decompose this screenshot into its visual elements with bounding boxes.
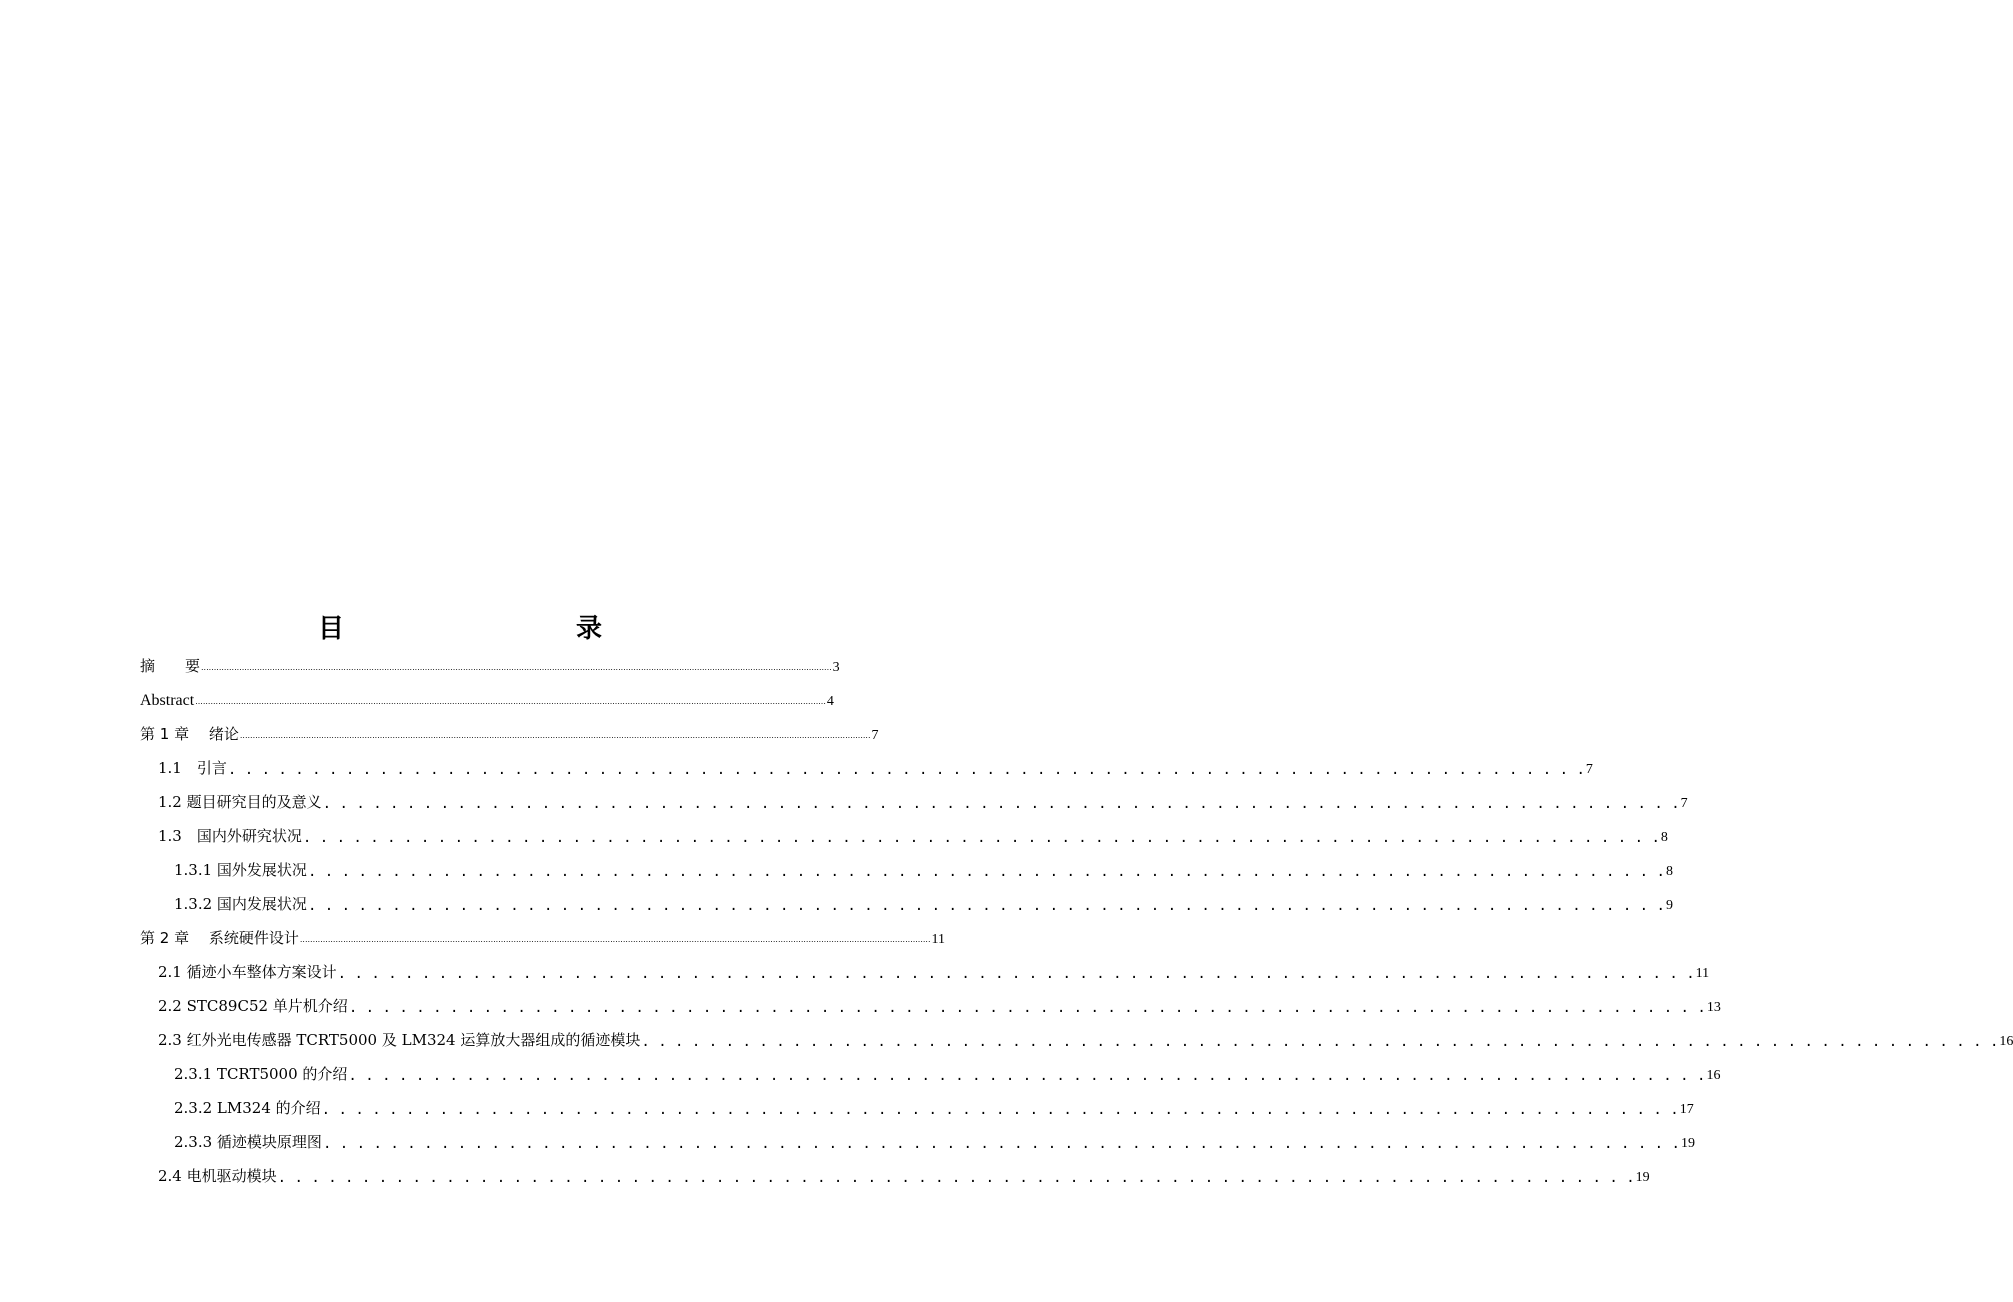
toc-entry-abstract-en[interactable] — [140, 686, 834, 710]
dot-leader: . . . . . . . . . . . . . . . . . . . . . . . . . . . . . . . . . . . . . . . . . . . . . . . . . . . . . . . . . . . . . . . . . . . . . . . . . . . . . . . . . — [337, 966, 1695, 982]
toc-entry-abstract-cn[interactable] — [140, 652, 840, 676]
toc-entry-1-3-2[interactable] — [174, 890, 1673, 914]
dot-leader: . . . . . . . . . . . . . . . . . . . . . . . . . . . . . . . . . . . . . . . . . . . . . . . . . . . . . . . . . . . . . . . . . . . . . . . . . . . . . . . . . — [641, 1034, 1999, 1050]
toc-page-number: 19 — [1635, 1170, 1650, 1185]
toc-page-number: 16 — [1999, 1034, 2013, 1049]
toc-entry-label: 1.3.2 国内发展状况 — [174, 895, 307, 913]
toc-entry-label: 2.1 循迹小车整体方案设计 — [158, 963, 337, 981]
toc-page-number: 8 — [1665, 864, 1673, 879]
toc-entry-1-3[interactable] — [158, 822, 1668, 846]
dot-leader: ........................................................................................................................................................................................................................................................ — [195, 697, 826, 706]
toc-page-number: 3 — [832, 660, 840, 675]
toc-entry-2-2[interactable] — [158, 992, 1721, 1016]
toc-page-number: 11 — [1695, 966, 1710, 981]
dot-leader: . . . . . . . . . . . . . . . . . . . . . . . . . . . . . . . . . . . . . . . . . . . . . . . . . . . . . . . . . . . . . . . . . . . . . . . . . . . . . . . . . — [322, 796, 1680, 812]
dot-leader: . . . . . . . . . . . . . . . . . . . . . . . . . . . . . . . . . . . . . . . . . . . . . . . . . . . . . . . . . . . . . . . . . . . . . . . . . . . . . . . . . — [348, 1068, 1706, 1084]
toc-title: 目 录 — [317, 614, 662, 644]
toc-entry-1-2[interactable] — [158, 788, 1688, 812]
toc-entry-1-3-1[interactable] — [174, 856, 1673, 880]
toc-entry-label: 2.4 电机驱动模块 — [158, 1167, 277, 1185]
toc-entry-label: Abstract — [140, 692, 195, 709]
toc-page-number: 11 — [931, 932, 945, 947]
toc-entry-2-4[interactable] — [158, 1162, 1650, 1186]
toc-entry-label: 2.3 红外光电传感器 TCRT5000 及 LM324 运算放大器组成的循迹模块 — [158, 1031, 641, 1049]
toc-page-number: 7 — [1585, 762, 1593, 777]
dot-leader: . . . . . . . . . . . . . . . . . . . . . . . . . . . . . . . . . . . . . . . . . . . . . . . . . . . . . . . . . . . . . . . . . . . . . . . . . . . . . . . . . — [307, 898, 1665, 914]
toc-page-number: 16 — [1706, 1068, 1721, 1083]
toc-entry-label: 2.3.1 TCRT5000 的介绍 — [174, 1065, 348, 1083]
toc-entry-label: 1.3 国内外研究状况 — [158, 827, 302, 845]
toc-entry-2-1[interactable] — [158, 958, 1710, 982]
dot-leader: . . . . . . . . . . . . . . . . . . . . . . . . . . . . . . . . . . . . . . . . . . . . . . . . . . . . . . . . . . . . . . . . . . . . . . . . . . . . . . . . . — [322, 1136, 1680, 1152]
toc-entry-chapter-1[interactable] — [140, 720, 879, 744]
dot-leader: . . . . . . . . . . . . . . . . . . . . . . . . . . . . . . . . . . . . . . . . . . . . . . . . . . . . . . . . . . . . . . . . . . . . . . . . . . . . . . . . . — [302, 830, 1660, 846]
toc-page-number: 13 — [1706, 1000, 1721, 1015]
toc-page-number: 17 — [1679, 1102, 1694, 1117]
toc-entry-label: 1.2 题目研究目的及意义 — [158, 793, 322, 811]
toc-entry-2-3-1[interactable] — [174, 1060, 1721, 1084]
dot-leader: . . . . . . . . . . . . . . . . . . . . . . . . . . . . . . . . . . . . . . . . . . . . . . . . . . . . . . . . . . . . . . . . . . . . . . . . . . . . . . . . . — [307, 864, 1665, 880]
dot-leader: ........................................................................................................................................................................................................................................................ — [201, 663, 832, 672]
toc-entry-label: 摘 要 — [140, 657, 201, 675]
toc-page-number: 4 — [826, 694, 834, 709]
toc-entry-2-3-3[interactable] — [174, 1128, 1695, 1152]
dot-leader: . . . . . . . . . . . . . . . . . . . . . . . . . . . . . . . . . . . . . . . . . . . . . . . . . . . . . . . . . . . . . . . . . . . . . . . . . . . . . . . . . — [277, 1170, 1635, 1186]
toc-entry-2-3[interactable] — [158, 1026, 2013, 1050]
toc-entry-label: 1.3.1 国外发展状况 — [174, 861, 307, 879]
toc-entry-2-3-2[interactable] — [174, 1094, 1694, 1118]
toc-entry-label: 1.1 引言 — [158, 759, 227, 777]
toc-entry-label: 2.3.3 循迹模块原理图 — [174, 1133, 322, 1151]
toc-page-number: 19 — [1680, 1136, 1695, 1151]
toc-page-number: 8 — [1660, 830, 1668, 845]
dot-leader: ........................................................................................................................................................................................................................................................ — [239, 731, 871, 740]
toc-entry-label: 2.3.2 LM324 的介绍 — [174, 1099, 321, 1117]
toc-page-number: 7 — [871, 728, 879, 743]
toc-entry-1-1[interactable] — [158, 754, 1593, 778]
toc-entry-label: 2.2 STC89C52 单片机介绍 — [158, 997, 348, 1015]
toc-page-number: 9 — [1665, 898, 1673, 913]
dot-leader: ........................................................................................................................................................................................................................................................ — [299, 935, 931, 944]
toc-entry-label: 第 1 章 绪论 — [140, 725, 239, 743]
dot-leader: . . . . . . . . . . . . . . . . . . . . . . . . . . . . . . . . . . . . . . . . . . . . . . . . . . . . . . . . . . . . . . . . . . . . . . . . . . . . . . . . . — [227, 762, 1585, 778]
toc-page-number: 7 — [1680, 796, 1688, 811]
toc-entry-label: 第 2 章 系统硬件设计 — [140, 929, 299, 947]
dot-leader: . . . . . . . . . . . . . . . . . . . . . . . . . . . . . . . . . . . . . . . . . . . . . . . . . . . . . . . . . . . . . . . . . . . . . . . . . . . . . . . . . — [348, 1000, 1706, 1016]
toc-entry-chapter-2[interactable] — [140, 924, 945, 948]
dot-leader: . . . . . . . . . . . . . . . . . . . . . . . . . . . . . . . . . . . . . . . . . . . . . . . . . . . . . . . . . . . . . . . . . . . . . . . . . . . . . . . . . — [321, 1102, 1679, 1118]
